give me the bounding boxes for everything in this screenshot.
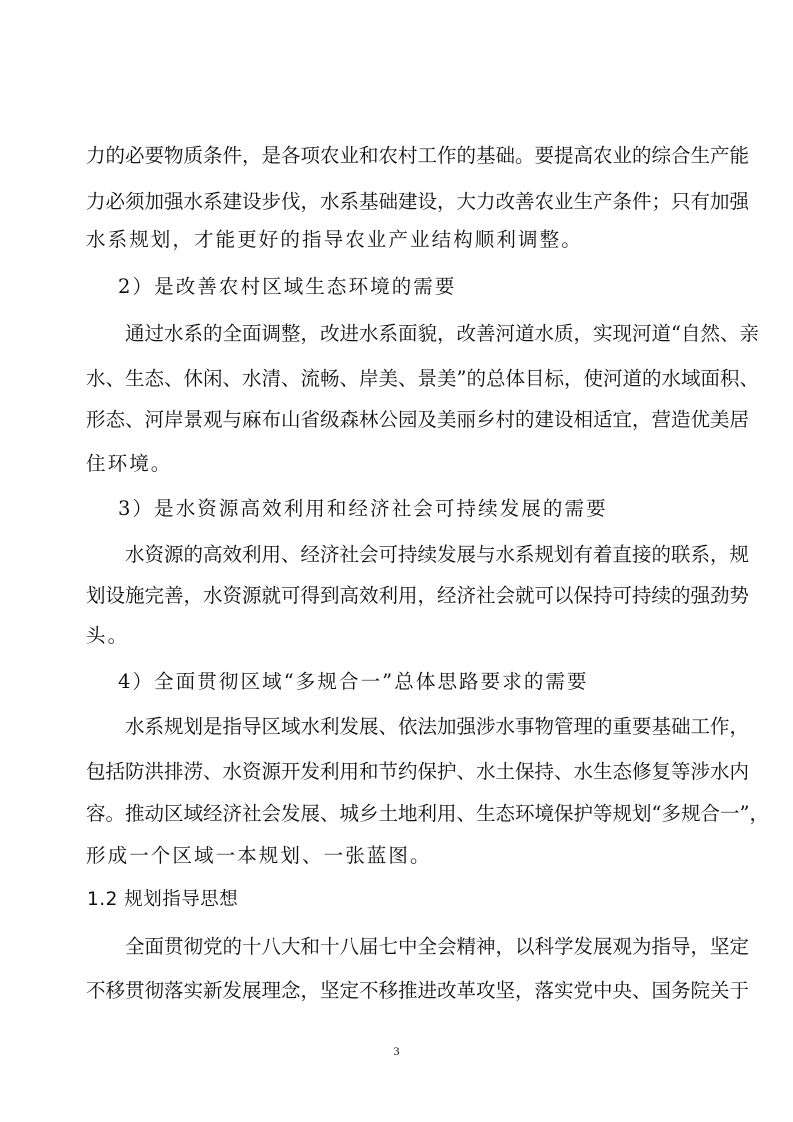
paragraph-line: 水、生态、休闲、水清、流畅、岸美、景美”的总体目标，使河道的水域面积、 [86,367,759,390]
section-heading: 1.2 规划指导思想 [87,889,239,910]
section-item-heading: 2）是改善农村区域生态环境的需要 [118,275,457,298]
paragraph-line: 通过水系的全面调整，改进水系面貌，改善河道水质，实现河道“自然、亲 [125,322,759,345]
paragraph-line: 不移贯彻落实新发展理念，坚定不移推进改革攻坚，落实党中央、国务院关于 [86,979,750,1002]
page-number: 3 [393,1044,400,1058]
paragraph-line: 水系规划是指导区域水利发展、依法加强涉水事物管理的重要基础工作， [125,715,750,738]
paragraph-line: 划设施完善，水资源就可得到高效利用，经济社会就可以保持可持续的强劲势 [86,584,750,607]
paragraph-line: 包括防洪排涝、水资源开发利用和节约保护、水土保持、水生态修复等涉水内 [86,760,750,783]
section-item-heading: 3）是水资源高效利用和经济社会可持续发展的需要 [118,497,608,520]
paragraph-line: 住环境。 [86,452,173,475]
paragraph-line: 力的必要物质条件，是各项农业和农村工作的基础。要提高农业的综合生产能 [86,144,750,167]
paragraph-line: 全面贯彻党的十八大和十八届七中全会精神，以科学发展观为指导，坚定 [125,935,750,958]
paragraph-line: 力必须加强水系建设步伐，水系基础建设，大力改善农业生产条件；只有加强 [86,190,750,213]
paragraph-line: 水系规划，才能更好的指导农业产业结构顺利调整。 [86,228,583,251]
paragraph-line: 形态、河岸景观与麻布山省级森林公园及美丽乡村的建设相适宜，营造优美居 [86,408,750,431]
paragraph-line: 水资源的高效利用、经济社会可持续发展与水系规划有着直接的联系，规 [125,543,750,566]
paragraph-line: 容。推动区域经济社会发展、城乡土地利用、生态环境保护等规划“多规合一”， [86,802,769,825]
section-item-heading: 4）全面贯彻区域“多规合一”总体思路要求的需要 [118,670,589,693]
paragraph-line: 头。 [86,624,130,647]
paragraph-line: 形成一个区域一本规划、一张蓝图。 [86,844,432,867]
